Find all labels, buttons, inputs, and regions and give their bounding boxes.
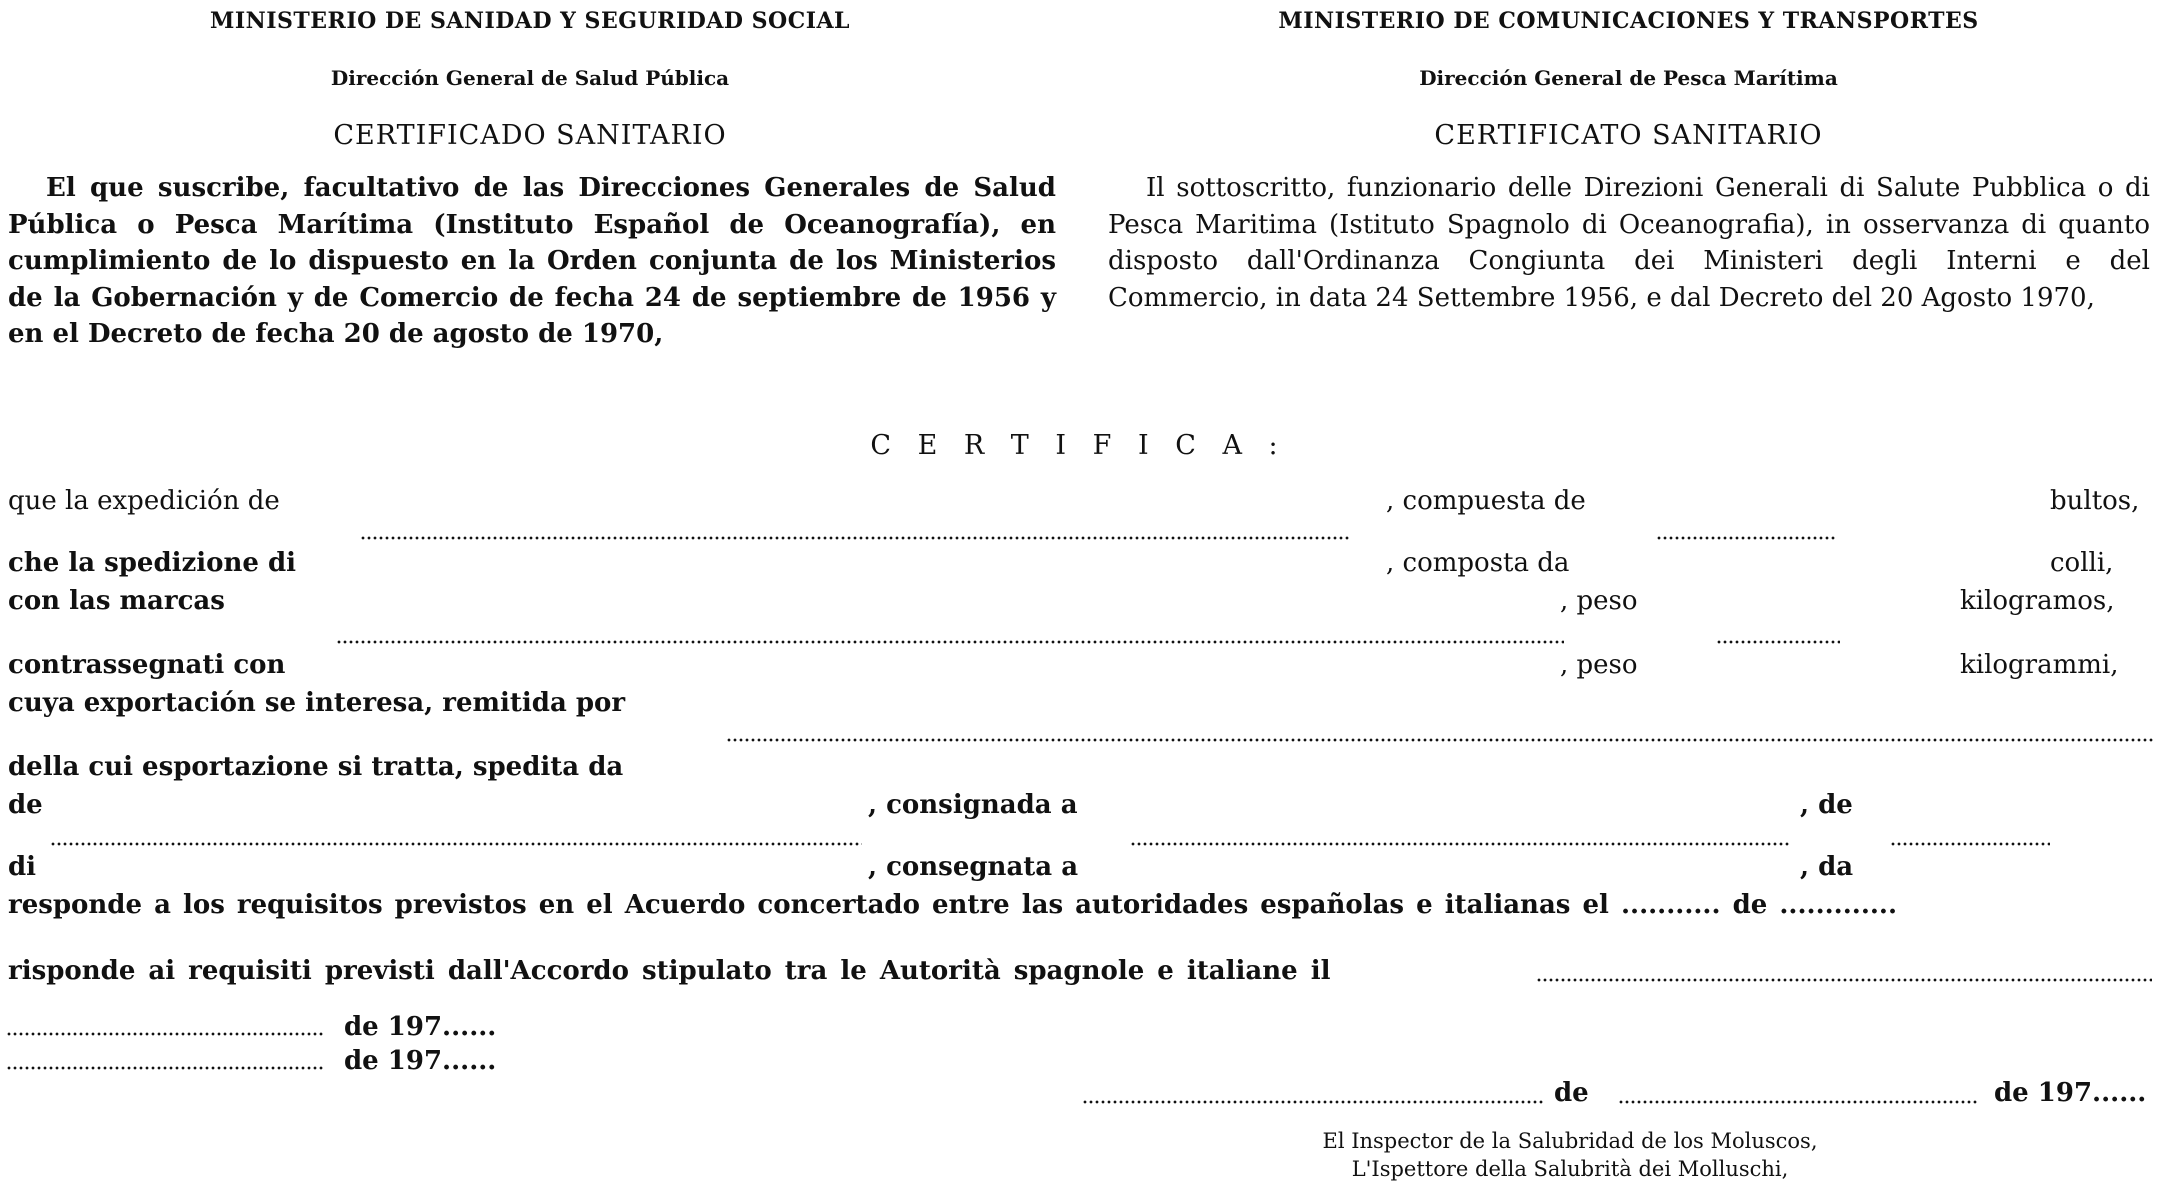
marks-field[interactable] <box>336 640 1564 644</box>
certifica-heading: C E R T I F I C A : <box>870 430 1287 461</box>
date-field-es[interactable] <box>6 1032 324 1036</box>
left-directorate-heading: Dirección General de Salud Pública <box>330 66 730 90</box>
agreement-text-it: risponde ai requisiti previsti dall'Accordo stipulato tra le Autorità spagnole e italiane il <box>8 956 1331 986</box>
origin-field[interactable] <box>50 842 862 846</box>
packages-count-field[interactable] <box>1656 536 1836 540</box>
kilograms-unit-es: kilogramos, <box>1960 586 2115 616</box>
composed-label-it: , composta da <box>1386 548 1570 578</box>
destination-field[interactable] <box>1890 842 2050 846</box>
agreement-text-es: responde a los requisitos previstos en el Acuerdo concertado entre las autoridades españolas e italianas el ........... de ............. <box>8 890 1898 920</box>
destination-label-it: , da <box>1800 852 1854 882</box>
left-certificate-title: CERTIFICADO SANITARIO <box>333 120 727 151</box>
consignee-label-es: , consignada a <box>868 790 1078 820</box>
expedition-label-es: que la expedición de <box>8 486 280 516</box>
consignee-field[interactable] <box>1130 842 1790 846</box>
destination-label-es: , de <box>1800 790 1853 820</box>
origin-label-it: di <box>8 852 37 882</box>
date-de-label: de <box>1554 1078 1589 1108</box>
sender-label-es: cuya exportación se interesa, remitida por <box>8 688 626 718</box>
inspector-title-es: El Inspector de la Salubridad de los Moluscos, <box>1322 1129 1818 1153</box>
sender-label-it: della cui esportazione si tratta, spedita da <box>8 752 624 782</box>
left-ministry-heading: MINISTERIO DE SANIDAD Y SEGURIDAD SOCIAL <box>209 8 851 34</box>
right-intro-paragraph: Il sottoscritto, funzionario delle Direzioni Generali di Salute Pubblica o di Pesca Maritima (Istituto Spagnolo di Oceanografia), in osservanza di quanto disposto dall'Ordinanza Congiunta dei Ministeri degli Interni e del Commercio, in data 24 Settembre 1956, e dal Decreto del 20 Agosto 1970, <box>1108 173 2150 313</box>
marks-label-it: contrassegnati con <box>8 650 286 680</box>
right-directorate-heading: Dirección General de Pesca Marítima <box>1419 66 1838 90</box>
expedition-field[interactable] <box>360 536 1350 540</box>
weight-field[interactable] <box>1716 640 1840 644</box>
agreement-date-field[interactable] <box>1536 978 2152 982</box>
sender-field[interactable] <box>726 738 2154 742</box>
origin-label-es: de <box>8 790 43 820</box>
month-field[interactable] <box>1618 1100 1978 1104</box>
expedition-label-it: che la spedizione di <box>8 548 297 578</box>
weight-label-it: , peso <box>1560 650 1638 680</box>
right-ministry-heading: MINISTERIO DE COMUNICACIONES Y TRANSPORTES <box>1278 8 1979 34</box>
kilograms-unit-it: kilogrammi, <box>1960 650 2119 680</box>
inspector-title-it: L'Ispettore della Salubrità dei Molluschi, <box>1351 1157 1789 1181</box>
date-year-it: de 197...... <box>344 1046 497 1076</box>
packages-unit-es: bultos, <box>2050 486 2140 516</box>
date-year-es: de 197...... <box>344 1012 497 1042</box>
date-field-it[interactable] <box>6 1066 324 1070</box>
composed-label-es: , compuesta de <box>1386 486 1586 516</box>
right-certificate-title: CERTIFICATO SANITARIO <box>1434 120 1823 151</box>
weight-label-es: , peso <box>1560 586 1638 616</box>
consignee-label-it: , consegnata a <box>868 852 1079 882</box>
packages-unit-it: colli, <box>2050 548 2114 578</box>
date-year-right: de 197...... <box>1994 1078 2147 1108</box>
place-field[interactable] <box>1082 1100 1544 1104</box>
left-intro-paragraph: El que suscribe, facultativo de las Direcciones Generales de Salud Pública o Pesca Marítima (Instituto Español de Oceanografía), en cumplimiento de lo dispuesto en la Orden conjunta de los Ministerios de la Gobernación y de Comercio de fecha 24 de septiembre de 1956 y en el Decreto de fecha 20 de agosto de 1970, <box>8 173 1056 349</box>
marks-label-es: con las marcas <box>8 586 225 616</box>
